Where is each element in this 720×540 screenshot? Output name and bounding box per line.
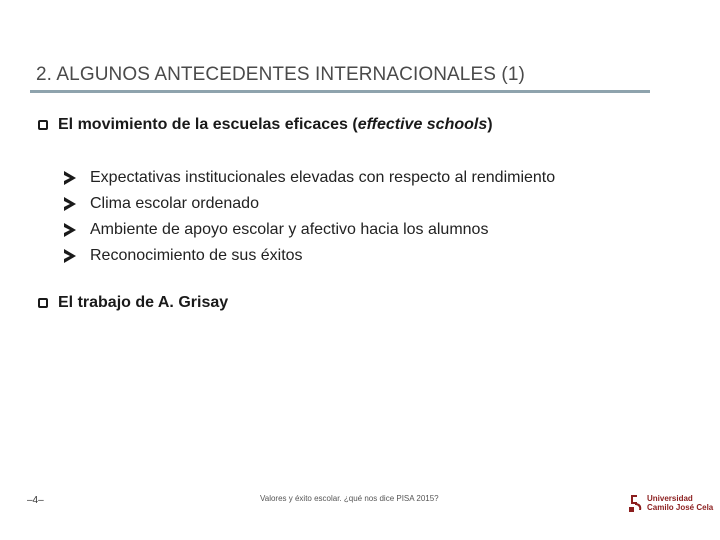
section-heading-effective-schools <box>38 116 493 134</box>
title-divider <box>30 90 650 93</box>
section-heading-grisay <box>38 294 228 312</box>
footer-caption: Valores y éxito escolar. ¿qué nos dice PISA 2015? <box>260 494 439 503</box>
university-logo <box>628 493 713 513</box>
ucjc-logo-icon <box>628 493 644 513</box>
arrow-bullet-icon <box>64 223 76 237</box>
page-number: –4– <box>27 495 44 506</box>
list-item-text: Expectativas institucionales elevadas con respecto al rendimiento <box>90 169 556 186</box>
list-item <box>64 165 555 191</box>
list-item <box>64 243 555 269</box>
heading-text-end: ) <box>487 116 493 133</box>
list-item-text: Ambiente de apoyo escolar y afectivo hacia los alumnos <box>90 221 489 238</box>
list-item <box>64 217 555 243</box>
arrow-bullet-icon <box>64 249 76 263</box>
heading-text: El movimiento de la escuelas eficaces ( <box>58 116 358 133</box>
heading-text: El trabajo de A. Grisay <box>58 294 229 311</box>
slide-title: 2. ALGUNOS ANTECEDENTES INTERNACIONALES (1) <box>36 64 525 85</box>
arrow-bullet-icon <box>64 197 76 211</box>
logo-line-1: Universidad <box>647 494 693 503</box>
list-item-text: Reconocimiento de sus éxitos <box>90 247 303 264</box>
logo-line-2: Camilo José Cela <box>647 503 714 512</box>
arrow-bullet-icon <box>64 171 76 185</box>
list-item-text: Clima escolar ordenado <box>90 195 259 212</box>
checkbox-bullet-icon <box>38 298 48 308</box>
checkbox-bullet-icon <box>38 120 48 130</box>
list-item <box>64 191 555 217</box>
bullet-list <box>64 165 555 269</box>
heading-italic-text: effective schools <box>357 116 488 133</box>
